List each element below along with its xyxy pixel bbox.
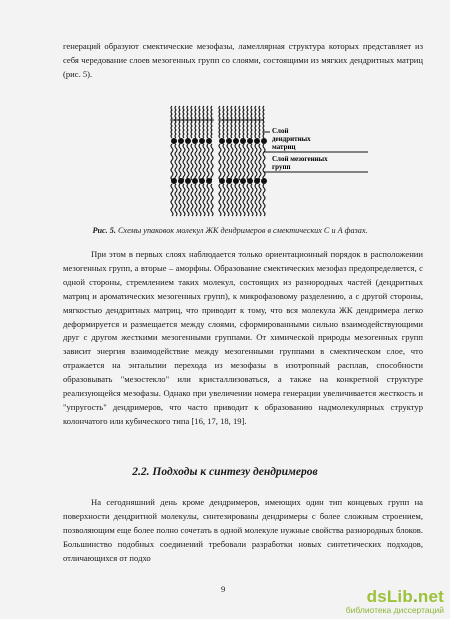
page-number: 9: [221, 584, 226, 594]
figure-label-dendritic-2: дендритных: [272, 135, 311, 143]
figure-caption-prefix: Рис. 5.: [92, 226, 116, 235]
figure-label-dendritic-1: Слой: [272, 127, 289, 135]
figure-label-mesogenic-2: групп: [272, 163, 291, 171]
paragraph-3: На сегодняшний день кроме дендримеров, имеющих один тип концевых групп на поверхности дендритной молекулы, синтезированы дендримеры с более сложным строением, позволяющим еще более полно сочетать в одной молекуле нужные свойства разнородных блоков. Большинство подобных соединений требовали разработки новых синтетических подходов, отличающихся от подхо: [63, 497, 423, 563]
figure-label-dendritic-3: матриц: [272, 143, 296, 151]
watermark-logo-a: dsLib: [366, 587, 413, 606]
watermark-logo-dot: .: [412, 587, 418, 606]
figure-caption: [60, 226, 400, 235]
watermark-subtitle: библиотека диссертаций: [345, 605, 444, 615]
section-heading: 2.2. Подходы к синтезу дендримеров: [132, 466, 318, 478]
watermark-logo: [346, 587, 444, 607]
figure-label-mesogenic-1: Слой мезогенных: [272, 155, 328, 163]
dslib-watermark: [346, 587, 444, 615]
smectic-packing-figure: [168, 100, 368, 218]
figure-drawing: [171, 106, 368, 216]
figure-caption-text: Схемы упаковок молекул ЖК дендримеров в смектических С и А фазах.: [115, 226, 368, 235]
paragraph-1: генераций образуют смектические мезофазы, ламеллярная структура которых представляет из себя чередование слоев мезогенных групп со слоями, состоящими из мягких дендритных матриц (рис. 5).: [63, 41, 423, 79]
watermark-logo-b: net: [417, 587, 444, 606]
paragraph-2: При этом в первых слоях наблюдается только ориентационный порядок в расположении мезогенных групп, а вторые – аморфны. Образование смектических мезофаз предопределяется, с одной стороны, стремлением таких молекул, состоящих из разнородных частей (дендритных матриц и ароматических мезогенных групп), к микрофазовому разделению, а с другой стороны, мягкостью дендритных матриц, что приводит к тому, что вся молекула ЖК дендримера легко деформируется и размещается между слоями, сформированными сильно взаимодействующими друг с другом жесткими мезогенными группами. От химической природы мезогенных групп зависит энергия взаимодействие между мезогенными группами в смектическом слое, что отражается на энтальпии перехода из мезофазы в изотропный расплав, способности образовывать "мезостекло" или кристаллизоваться, а также на конкретной структуре реализующейся мезофазы. Однако при увеличении номера генерации увеличивается жесткость и "упругость" дендримеров, что часто приводит к образованию надмолекулярных структур колончатого или кубического типа [16, 17, 18, 19].: [63, 249, 423, 426]
